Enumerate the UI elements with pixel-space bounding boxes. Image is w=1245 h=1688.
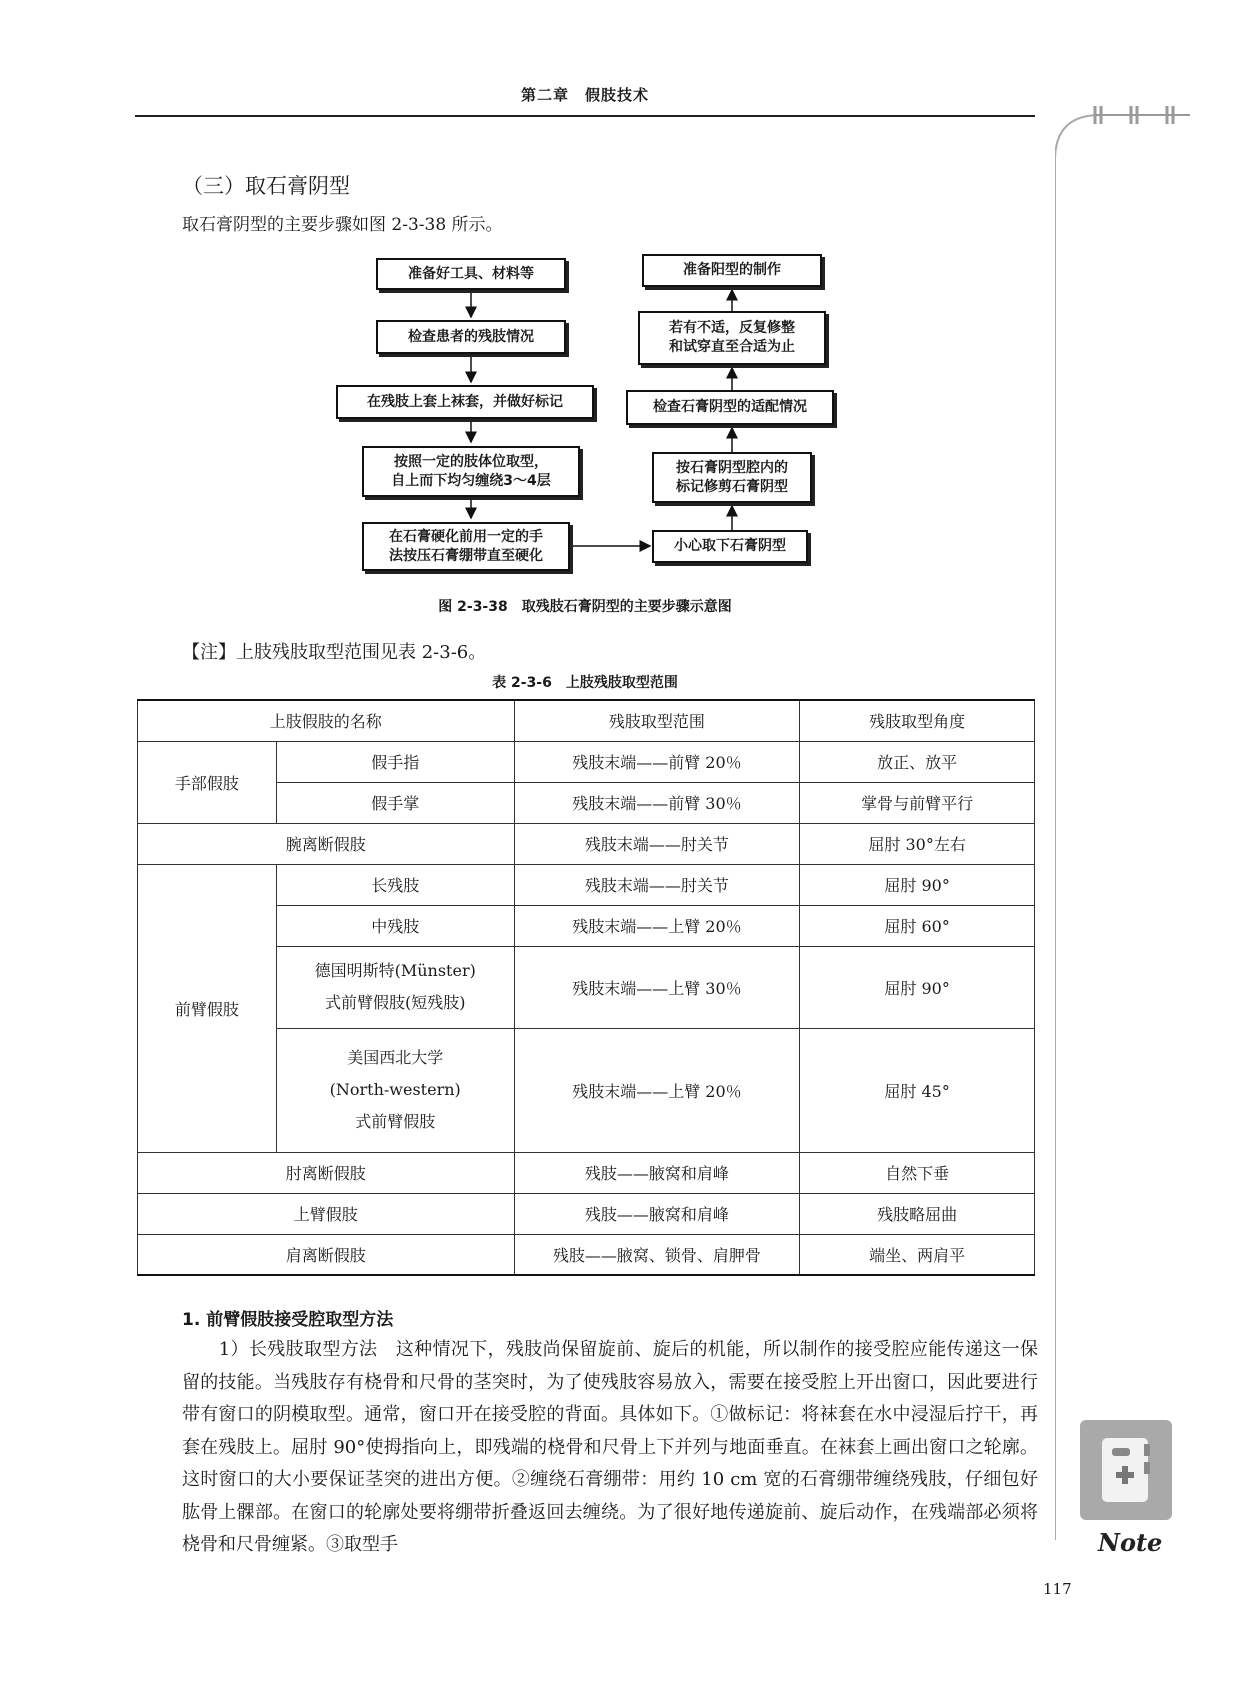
cell-name-line: (North-western) xyxy=(329,1080,461,1099)
page-number: 117 xyxy=(1043,1580,1072,1598)
table-caption: 表 2-3-6 上肢残肢取型范围 xyxy=(492,675,678,691)
flow-step-check-fit: 检查石膏阴型的适配情况 xyxy=(626,390,834,425)
cell-name-line: 式前臂假肢(短残肢) xyxy=(324,993,466,1012)
subheading: 1. 前臂假肢接受腔取型方法 xyxy=(182,1310,394,1330)
body-text: 1）长残肢取型方法 这种情况下，残肢尚保留旋前、旋后的机能，所以制作的接受腔应能传递这一保留的技能。当残肢存有桡骨和尺骨的茎突时，为了使残肢容易放入，需要在接受腔上开出窗口，因此要进行带有窗口的阴模取型。通常，窗口开在接受腔的背面。具体如下。①做标记：将袜套在水中浸湿后拧干，再套在残肢上。屈肘 90°使拇指向上，即残端的桡骨和尺骨上下并列与地面垂直。在袜套上画出窗口之轮廓。这时窗口的大小要保证茎突的进出方便。②缠绕石膏绷带：用约 10 cm 宽的石膏绷带缠绕残肢，仔细包好肱骨上髁部。在窗口的轮廓处要将绷带折叠返回去缠绕。为了很好地传递旋前、旋后动作，在残端部必须将桡骨和尺骨缠紧。③取型手 xyxy=(182,1339,1038,1555)
cell-angle: 屈肘 45° xyxy=(800,1028,1035,1152)
cell-name: 腕离断假肢 xyxy=(138,823,515,864)
cell-name: 假手指 xyxy=(276,741,514,782)
cell-name-line: 德国明斯特(Münster) xyxy=(314,961,476,980)
cell-range: 残肢末端——上臂 20％ xyxy=(514,1028,800,1152)
cell-name xyxy=(276,946,514,1028)
flow-step-repeat-fitting: 若有不适，反复修整 和试穿直至合适为止 xyxy=(638,311,826,365)
flow-step-put-sock: 在残肢上套上袜套，并做好标记 xyxy=(336,385,594,419)
cell-angle: 自然下垂 xyxy=(800,1152,1035,1193)
table-row xyxy=(138,1234,1035,1275)
cell-angle: 放正、放平 xyxy=(800,741,1035,782)
table-row xyxy=(138,864,1035,905)
note-line: 【注】上肢残肢取型范围见表 2-3-6。 xyxy=(182,642,487,663)
cell-name: 中残肢 xyxy=(276,905,514,946)
table-header-row xyxy=(138,700,1035,741)
cell-angle: 屈肘 90° xyxy=(800,946,1035,1028)
flowchart-connectors xyxy=(0,0,1245,600)
cell-name: 长残肢 xyxy=(276,864,514,905)
cell-angle: 屈肘 60° xyxy=(800,905,1035,946)
cell-angle: 掌骨与前臂平行 xyxy=(800,782,1035,823)
cell-range: 残肢末端——上臂 30％ xyxy=(514,946,800,1028)
table-row xyxy=(138,1193,1035,1234)
cell-range: 残肢末端——前臂 30％ xyxy=(514,782,800,823)
table-row xyxy=(138,1152,1035,1193)
flow-step-wrap-layers: 按照一定的肢体位取型， 自上而下均匀缠绕3～4层 xyxy=(362,446,580,497)
flow-step-remove-mold: 小心取下石膏阴型 xyxy=(652,530,808,563)
cell-range: 残肢——腋窝和肩峰 xyxy=(514,1193,800,1234)
flow-step-prepare-tools: 准备好工具、材料等 xyxy=(376,258,566,290)
cell-name: 上臂假肢 xyxy=(138,1193,515,1234)
note-label: Note xyxy=(1098,1528,1163,1557)
flow-step-check-stump: 检查患者的残肢情况 xyxy=(376,320,566,354)
cell-name-line: 式前臂假肢 xyxy=(355,1112,436,1131)
table-row xyxy=(138,741,1035,782)
cell-angle: 屈肘 90° xyxy=(800,864,1035,905)
body-paragraph xyxy=(182,1334,1038,1562)
intro-paragraph: 取石膏阴型的主要步骤如图 2-3-38 所示。 xyxy=(182,215,503,235)
cell-name: 肩离断假肢 xyxy=(138,1234,515,1275)
figure-caption: 图 2-3-38 取残肢石膏阴型的主要步骤示意图 xyxy=(438,599,732,615)
upper-limb-table xyxy=(137,699,1035,1276)
cell-range: 残肢——腋窝和肩峰 xyxy=(514,1152,800,1193)
cell-range: 残肢末端——上臂 20％ xyxy=(514,905,800,946)
table-row xyxy=(138,823,1035,864)
cell-range: 残肢末端——肘关节 xyxy=(514,864,800,905)
header-name: 上肢假肢的名称 xyxy=(138,700,515,741)
cell-angle: 屈肘 30°左右 xyxy=(800,823,1035,864)
cell-name xyxy=(276,1028,514,1152)
cell-range: 残肢末端——前臂 20％ xyxy=(514,741,800,782)
flow-step-press-bandage: 在石膏硬化前用一定的手 法按压石膏绷带直至硬化 xyxy=(362,522,570,571)
cell-name-line: 美国西北大学 xyxy=(347,1048,444,1067)
cell-angle: 端坐、两肩平 xyxy=(800,1234,1035,1275)
header-angle: 残肢取型角度 xyxy=(800,700,1035,741)
notebook-icon xyxy=(1080,1420,1172,1520)
section-title: （三）取石膏阴型 xyxy=(182,174,350,198)
note-badge xyxy=(1080,1420,1172,1520)
header-range: 残肢取型范围 xyxy=(514,700,800,741)
cell-range: 残肢——腋窝、锁骨、肩胛骨 xyxy=(514,1234,800,1275)
group-hand: 手部假肢 xyxy=(138,741,277,823)
cell-name: 肘离断假肢 xyxy=(138,1152,515,1193)
flow-step-prepare-positive: 准备阳型的制作 xyxy=(642,254,822,287)
flow-step-trim-mold: 按石膏阴型腔内的 标记修剪石膏阴型 xyxy=(652,452,812,503)
cell-range: 残肢末端——肘关节 xyxy=(514,823,800,864)
cell-angle: 残肢略屈曲 xyxy=(800,1193,1035,1234)
cell-name: 假手掌 xyxy=(276,782,514,823)
group-forearm: 前臂假肢 xyxy=(138,864,277,1152)
running-header: 第二章 假肢技术 xyxy=(520,86,649,104)
